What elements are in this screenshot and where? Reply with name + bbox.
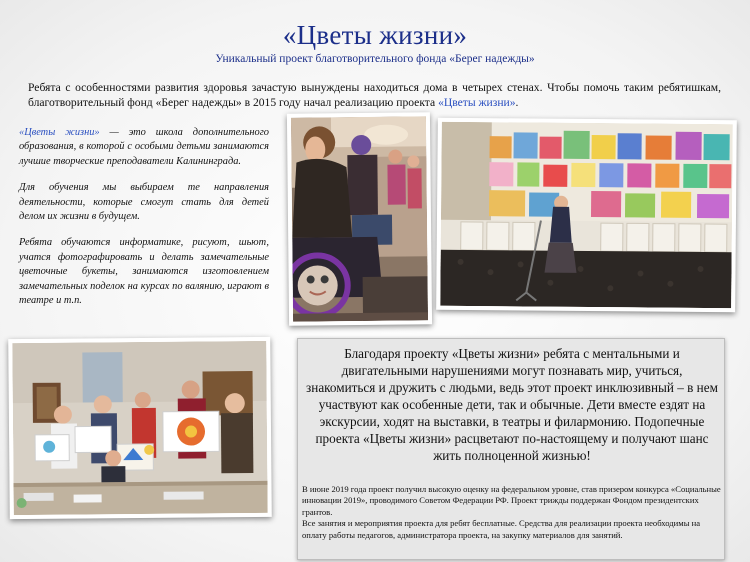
drawing-class-image [12, 341, 267, 515]
left-paragraph-1-text: — это школа дополнительного образования, в которой с особыми детьми занимаются лучшие творческие преподаватели Калининграда. [19, 127, 269, 167]
drawing-class-graphic [12, 341, 267, 515]
left-paragraph-1 [19, 126, 269, 169]
art-exhibition-image [440, 122, 733, 309]
info-panel-note-1: В июне 2019 года проект получил высокую оценку на федеральном уровне, став призером конкурса «Социальные инновации 2019», проводимого Советом Федерации РФ. Проект трижды поддержан Фондом президентских грантов. [302, 484, 721, 517]
left-paragraph-3: Ребята обучаются информатике, рисуют, шьют, учатся фотографировать и делать замечательные цветочные букеты, занимаются изготовлением замечательных поделок на курсах по валянию, играют в театре и т.п. [19, 237, 269, 307]
info-panel-main-text: Благодаря проекту «Цветы жизни» ребята с ментальными и двигательными нарушениями могут познавать мир, учиться, знакомиться и дружить с людьми, ведь этот проект инклюзивный – в нем участвуют как особенные дети, так и обычные. Дети вместе ездят на экскурсии, ходят на выставки, в театры и филармонию. Подопечные проекта «Цветы жизни» расцветают по-настоящему и получают шанс жить полноценной жизнью! [306, 346, 718, 463]
info-panel [297, 338, 725, 560]
event-audience-image [291, 116, 428, 321]
left-paragraph-2: Для обучения мы выбираем те направления деятельности, которые смогут стать для детей делом их жизни в будущем. [19, 182, 269, 223]
page-title: «Цветы жизни» [282, 20, 468, 50]
page-subtitle: Уникальный проект благотворительного фонда «Берег надежды» [215, 53, 535, 65]
left-project-link[interactable]: «Цветы жизни» [19, 127, 100, 138]
intro-project-link[interactable]: «Цветы жизни» [438, 96, 516, 109]
intro-paragraph [28, 80, 721, 110]
left-column [19, 126, 269, 320]
art-exhibition-graphic [440, 122, 733, 309]
drawing-class-photo [8, 337, 272, 519]
info-panel-note-2: Все занятия и мероприятия проекта для ребят бесплатные. Средства для реализации проекта необходимы на оплату работы педагогов, администратора проекта, на закупку материалов для занятий. [302, 518, 701, 540]
info-panel-notes [302, 484, 722, 541]
event-audience-photo [287, 112, 432, 325]
event-audience-graphic [291, 116, 428, 321]
intro-end: . [515, 96, 519, 109]
intro-text: Ребята с особенностями развития здоровья зачастую вынуждены находиться дома в четырех стенах. Чтобы помочь таким ребятишкам, благотворительный фонд «Берег надежды» в 2015 году начал реализацию проекта [28, 81, 721, 109]
art-exhibition-photo [436, 118, 737, 313]
